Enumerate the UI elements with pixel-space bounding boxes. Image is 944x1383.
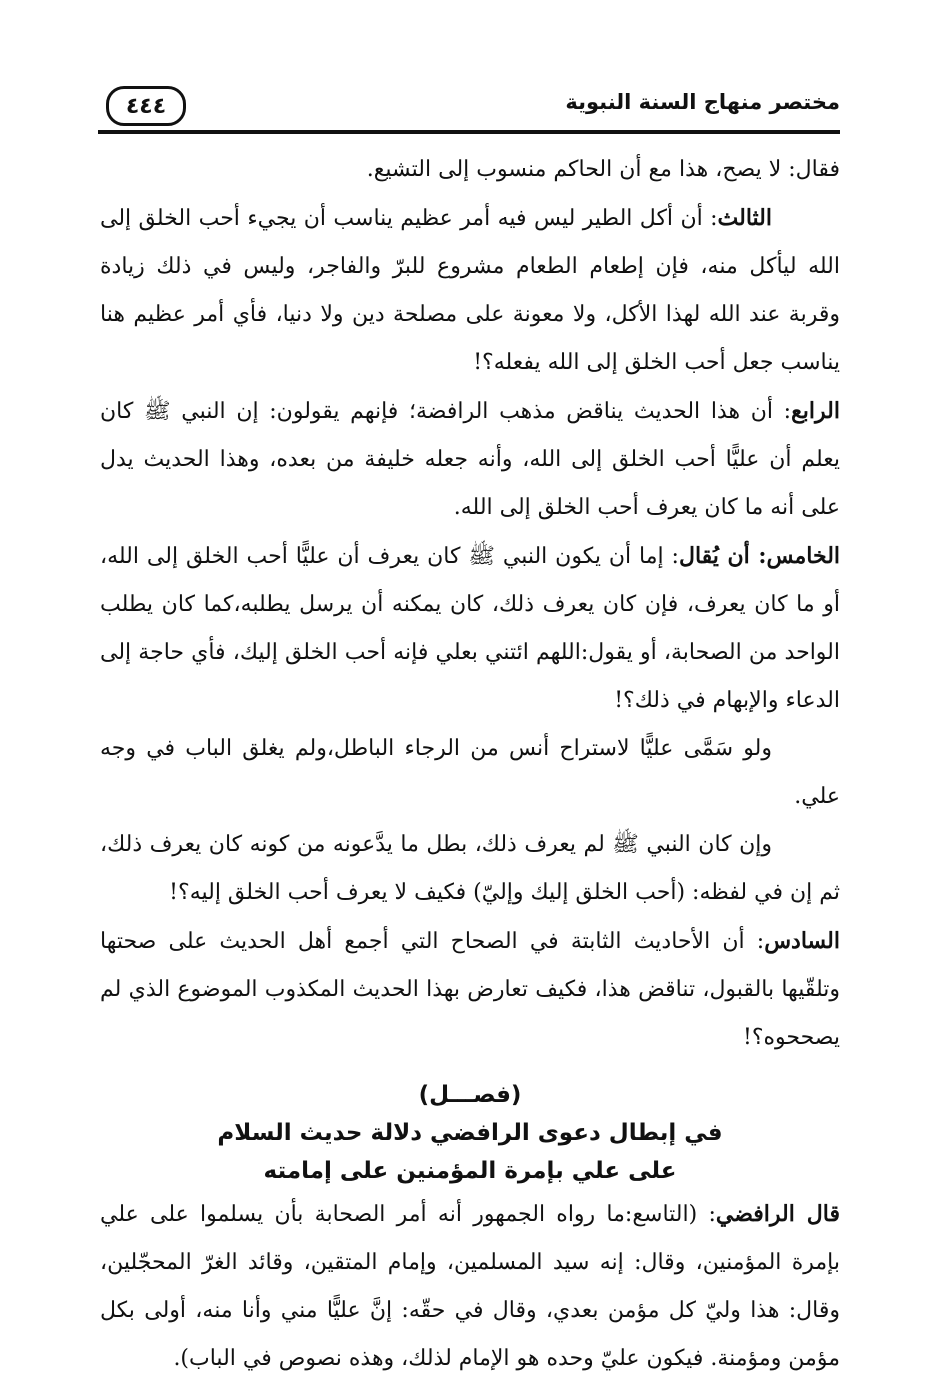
paragraph: [100, 917, 840, 1062]
paragraph: [100, 821, 840, 917]
paragraph: [100, 725, 840, 821]
paragraph-text: فقال: لا يصح، هذا مع أن الحاكم منسوب إلى التشيع.: [366, 157, 840, 182]
paragraph-lead: الثالث: [717, 205, 772, 231]
section-heading: (فصـــل): [418, 1082, 522, 1108]
paragraph-lead: الرابع: [791, 398, 840, 424]
paragraph-text: : (التاسع:ما رواه الجمهور أنه أمر الصحابة بأن يسلموا على علي بإمرة المؤمنين، وقال: إنه سيد المسلمين، وإمام المتقين، وقائد الغرّ المحجّلين، وقال: هذا وليّ كل مؤمن بعدي، وقال في حقّه: إنَّ عليًّا مني وأنا منه، أولى بكل مؤمن ومؤمنة. فيكون عليّ وحده هو الإمام لذلك، وهذه نصوص في الباب).: [100, 1202, 840, 1371]
paragraph-text: : أن هذا الحديث يناقض مذهب الرافضة؛ فإنهم يقولون: إن النبي ﷺ كان يعلم أن عليًّا أحب الخلق إلى الله، وأنه جعله خليفة من بعده، وهذا الحديث يدل على أنه ما كان يعرف أحب الخلق إلى الله.: [100, 399, 840, 520]
paragraph: [100, 194, 840, 387]
paragraph: [100, 532, 840, 725]
section-subtitle: على علي بإمرة المؤمنين على إمامته: [263, 1158, 677, 1184]
paragraph-lead: الخامس: أن يُقال: [678, 543, 841, 569]
paragraph: [100, 1190, 840, 1383]
paragraph-text: : أن أكل الطير ليس فيه أمر عظيم يناسب أن يجيء أحب الخلق إلى الله ليأكل منه، فإن إطعام الطعام مشروع للبرّ والفاجر، وليس في ذلك زيادة وقربة عند الله لهذا الأكل، ولا معونة على مصلحة دين ولا دنيا، فأي أمر عظيم هنا يناسب جعل أحب الخلق إلى الله يفعله؟!: [100, 206, 840, 375]
paragraph-text: : أن الأحاديث الثابتة في الصحاح التي أجمع أهل الحديث على صحتها وتلقّيها بالقبول، تناقض هذا، فكيف تعارض بهذا الحديث المكذوب الموضوع الذي لم يصححوه؟!: [100, 929, 840, 1050]
paragraph: [100, 146, 840, 194]
paragraph-lead: السادس: [764, 928, 840, 954]
paragraph-lead: قال الرافضي: [715, 1201, 840, 1227]
section-subtitle: في إبطال دعوى الرافضي دلالة حديث السلام: [217, 1120, 723, 1146]
page-header: [98, 84, 840, 134]
paragraph-text: وإن كان النبي ﷺ لم يعرف ذلك، بطل ما يدَّعونه من كونه كان يعرف ذلك، ثم إن في لفظه: (أحب الخلق إليك وإليّ) فكيف لا يعرف أحب الخلق إليه؟!: [100, 832, 840, 905]
paragraph-text: ولو سَمَّى عليًّا لاستراح أنس من الرجاء الباطل،ولم يغلق الباب في وجه علي.: [100, 736, 840, 809]
page-number: ٤٤٤: [106, 86, 186, 126]
paragraph-text: : إما أن يكون النبي ﷺ كان يعرف أن عليًّا أحب الخلق إلى الله، أو ما كان يعرف، فإن كان يعرف ذلك، كان يمكنه أن يرسل يطلبه،كما كان يطلب الواحد من الصحابة، أو يقول:اللهم ائتني بعلي فإنه أحب الخلق إليك، فأي حاجة إلى الدعاء والإبهام في ذلك؟!: [100, 544, 840, 713]
page-body: [100, 146, 840, 1383]
book-title: مختصر منهاج السنة النبوية: [565, 90, 840, 114]
paragraph: [100, 387, 840, 532]
